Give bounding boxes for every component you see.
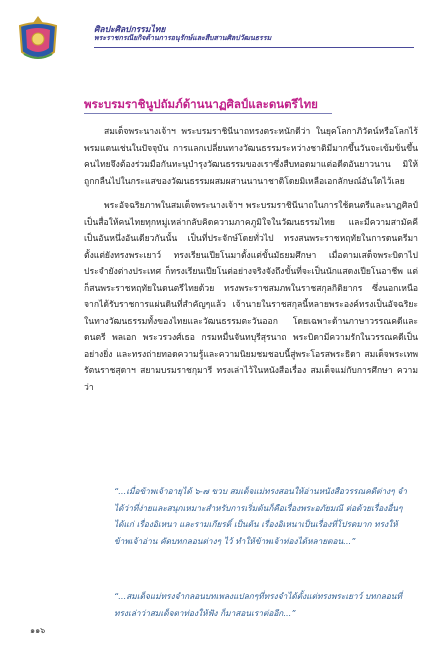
paragraph: พระอัจฉริยภาพในสมเด็จพระนางเจ้าฯ พระบรมราชินีนาถในการใช้ดนตรีและนาฏศิลป์เป็นสื่อให้คนไทยทุกหมู่เหล่ากลับคิดความภาคภูมิใจในวัฒนธรรมไทย และมีความสามัคคีเป็นอันหนึ่งอันเดียวกันนั้น เป็นที่ประจักษ์โดยทั่วไป ทรงสนพระราชหฤทัยในการดนตรีมาตั้งแต่ยังทรงพระเยาว์ ทรงเรียนเปียโนมาตั้งแต่ขั้นมัธยมศึกษา เมื่อตามเสด็จพระบิดาไปประจำยังต่างประเทศ ก็ทรงเรียนเปียโนต่อย่างจริงจังถึงขั้นที่จะเป็นนักแสดงเปียโนอาชีพ แต่ก็สนพระราชหฤทัยในดนตรีไทยด้วย ทรงพระราชสมภพในราชสกุลกิติยากร ซึ่งนอกเหนือจากได้รับราชการแผ่นดินที่สำคัญๆแล้ว เจ้านายในราชสกุลนี้หลายพระองค์ทรงเป็นอัจฉริยะในทางวัฒนธรรมทั้งของไทยและวัฒนธรรมตะวันออก โดยเฉพาะด้านภาษาวรรณคดีและดนตรี พลเอก พระวรวงศ์เธอ กรมหมื่นจันทบุรีสุรนาถ พระบิดามีความรักในวรรณคดีเป็นอย่างยิ่ง และทรงถ่ายทอดความรู้และความนิยมชมชอบนี้สู่พระโอรสพระธิดา สมเด็จพระเทพรัตนราชสุดาฯ สยามบรมราชกุมารี ทรงเล่าไว้ในหนังสือเรื่อง สมเด็จแม่กับการศึกษา ความว่า [84,201,418,393]
title-underline [84,113,332,114]
header-subtitle: พระราชกรณียกิจด้านการอนุรักษ์และสืบสานศิลปวัฒนธรรม [94,34,272,42]
quote-block: “...เมื่อข้าพเจ้าอายุได้ ๖-๗ ขวบ สมเด็จแม่ทรงสอนให้อ่านหนังสือวรรณคดีต่างๆ จำได้ว่าที่ง่ายและสนุกเหมาะสำหรับการเริ่มต้นก็คือเรื่องพระอภัยมณี ต่อด้วยเรื่องอื่นๆ ได้แก่ เรื่องอิเหนา และรามเกียรติ์ เป็นต้น เรื่องอิเหนาเป็นเรื่องที่โปรดมาก ทรงให้ข้าพเจ้าอ่าน คัดบทกลอนต่างๆ ไว้ ทำให้ข้าพเจ้าท่องได้หลายตอน...” [114,486,407,546]
body-text [84,124,418,404]
header-divider [94,47,414,48]
paragraph: สมเด็จพระนางเจ้าฯ พระบรมราชินีนาถทรงตระหนักดีว่า ในยุคโลกาภิวัตน์หรือโลกไร้พรมแดนเช่นในปัจจุบัน การแลกเปลี่ยนทางวัฒนธรรมระหว่างชาติมีมากขึ้นวันจะเข้มข้นขึ้น คนไทยจึงต้องร่วมมือกันทะนุบำรุงวัฒนธรรมของเราซึ่งสืบทอดมาแต่อดีตอันยาวนาน มิให้ถูกกลืนไปในกระแสของวัฒนธรรมผสมผสานนานาชาติโดยมิเหลือเอกลักษณ์อันใดไว้เลย [84,127,418,187]
quote-block: “...สมเด็จแม่ทรงจำกลอนบทเพลงแปลกๆที่ทรงจำได้ตั้งแต่ทรงพระเยาว์ บทกลอนที่ทรงเล่าว่าสมเด็จตาท่องให้ฟัง ก็มาสอนเราต่ออีก...” [114,591,402,618]
page-number: ๑๑๖ [30,626,46,635]
section-title: พระบรมราชินูปถัมภ์ด้านนาฏศิลป์และดนตรีไทย [84,97,318,111]
page-header [0,0,432,74]
royal-emblem-logo [16,14,60,64]
header-title: ศิลปะศิลปกรรมไทย [94,25,166,35]
